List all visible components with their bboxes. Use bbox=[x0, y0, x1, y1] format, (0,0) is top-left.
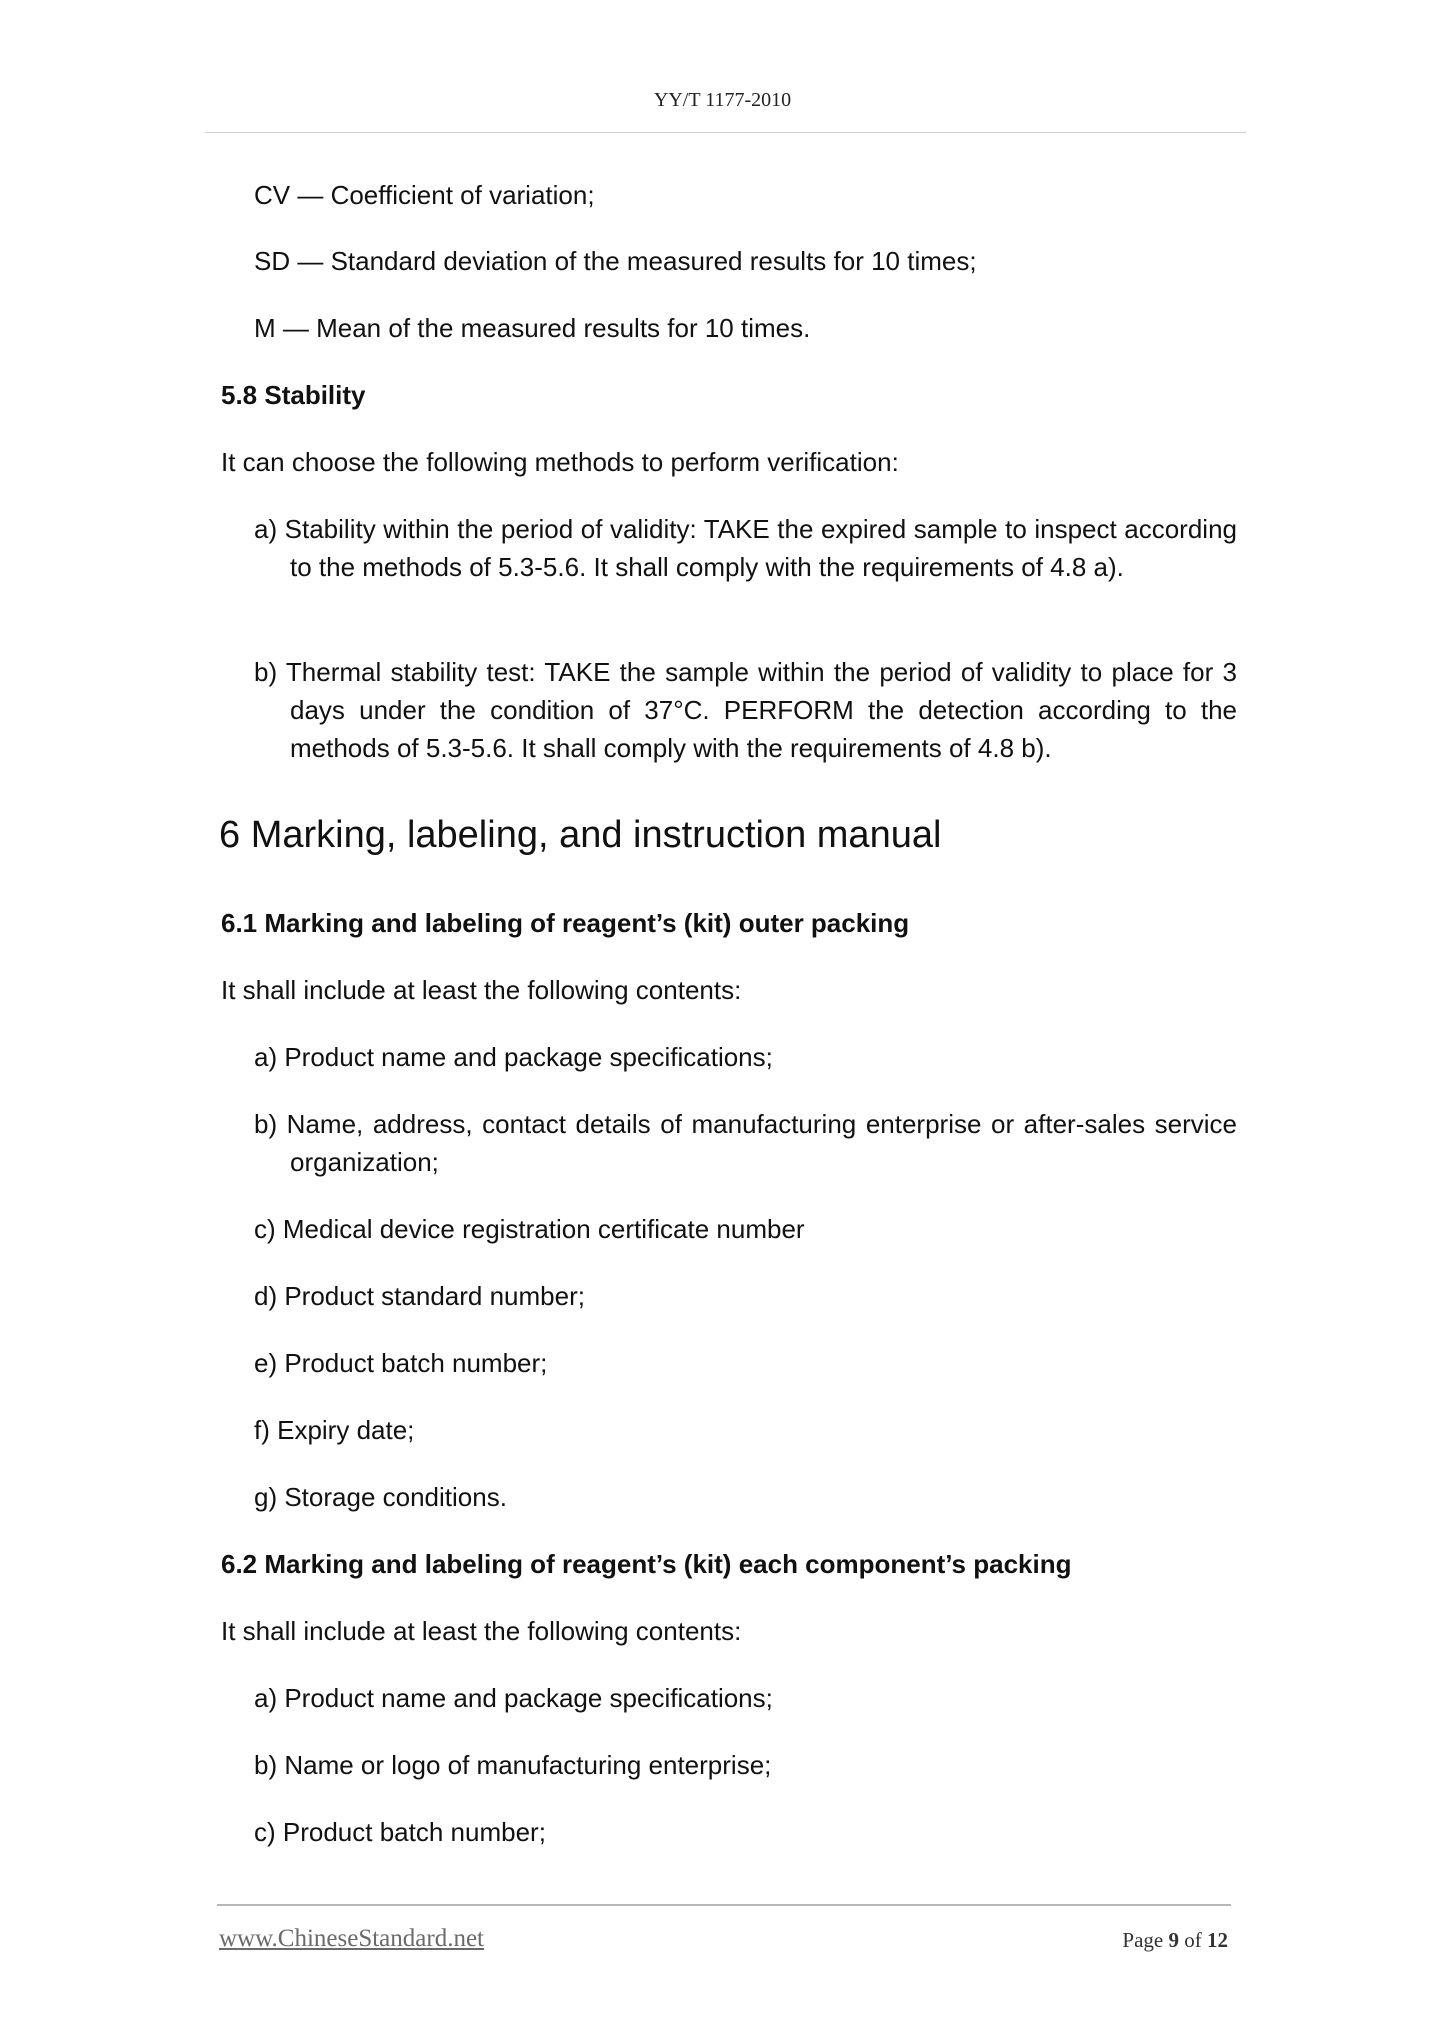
section-6-heading: 6 Marking, labeling, and instruction manual bbox=[219, 814, 942, 856]
section-5-8-heading: 5.8 Stability bbox=[221, 380, 366, 410]
section-6-1-item-a: a) Product name and package specifications; bbox=[254, 1042, 773, 1072]
page-current: 9 bbox=[1168, 1928, 1179, 1952]
section-5-8-intro: It can choose the following methods to perform verification: bbox=[221, 447, 899, 477]
section-6-1-heading: 6.1 Marking and labeling of reagent’s (kit) outer packing bbox=[221, 908, 910, 938]
footer-website-link[interactable]: www.ChineseStandard.net bbox=[219, 1925, 484, 1952]
section-6-1-item-g: g) Storage conditions. bbox=[254, 1482, 507, 1512]
section-6-1-item-e: e) Product batch number; bbox=[254, 1348, 548, 1378]
section-6-2-item-a: a) Product name and package specifications; bbox=[254, 1683, 773, 1713]
section-6-1-intro: It shall include at least the following contents: bbox=[221, 975, 742, 1005]
section-6-2-intro: It shall include at least the following contents: bbox=[221, 1616, 742, 1646]
page-prefix: Page bbox=[1122, 1928, 1164, 1952]
symbol-definition-cv: CV — Coefficient of variation; bbox=[254, 180, 595, 210]
section-6-1-item-d: d) Product standard number; bbox=[254, 1281, 585, 1311]
symbol-definition-sd: SD — Standard deviation of the measured results for 10 times; bbox=[254, 246, 977, 276]
section-6-1-item-f: f) Expiry date; bbox=[254, 1415, 415, 1445]
section-6-2-heading: 6.2 Marking and labeling of reagent’s (kit) each component’s packing bbox=[221, 1549, 1072, 1579]
header-standard-code: YY/T 1177-2010 bbox=[653, 89, 792, 111]
symbol-definition-m: M — Mean of the measured results for 10 times. bbox=[254, 313, 811, 343]
footer-divider bbox=[217, 1904, 1231, 1906]
page-of: of bbox=[1184, 1928, 1202, 1952]
page-total: 12 bbox=[1207, 1928, 1228, 1952]
section-6-1-item-c: c) Medical device registration certificate number bbox=[254, 1214, 805, 1244]
header-divider bbox=[205, 132, 1246, 133]
footer-page-number bbox=[1122, 1926, 1228, 1954]
section-6-1-item-b: b) Name, address, contact details of manufacturing enterprise or after-sales service organization; bbox=[254, 1109, 1237, 1177]
section-5-8-item-b: b) Thermal stability test: TAKE the sample within the period of validity to place for 3 days under the condition of 37°C. PERFORM the detection according to the methods of 5.3-5.6. It shall comply with the requirements of 4.8 b). bbox=[254, 657, 1237, 763]
section-5-8-item-a: a) Stability within the period of validity: TAKE the expired sample to inspect according to the methods of 5.3-5.6. It shall comply with the requirements of 4.8 a). bbox=[254, 514, 1237, 582]
section-6-2-item-b: b) Name or logo of manufacturing enterprise; bbox=[254, 1750, 772, 1780]
section-6-2-item-c: c) Product batch number; bbox=[254, 1817, 546, 1847]
